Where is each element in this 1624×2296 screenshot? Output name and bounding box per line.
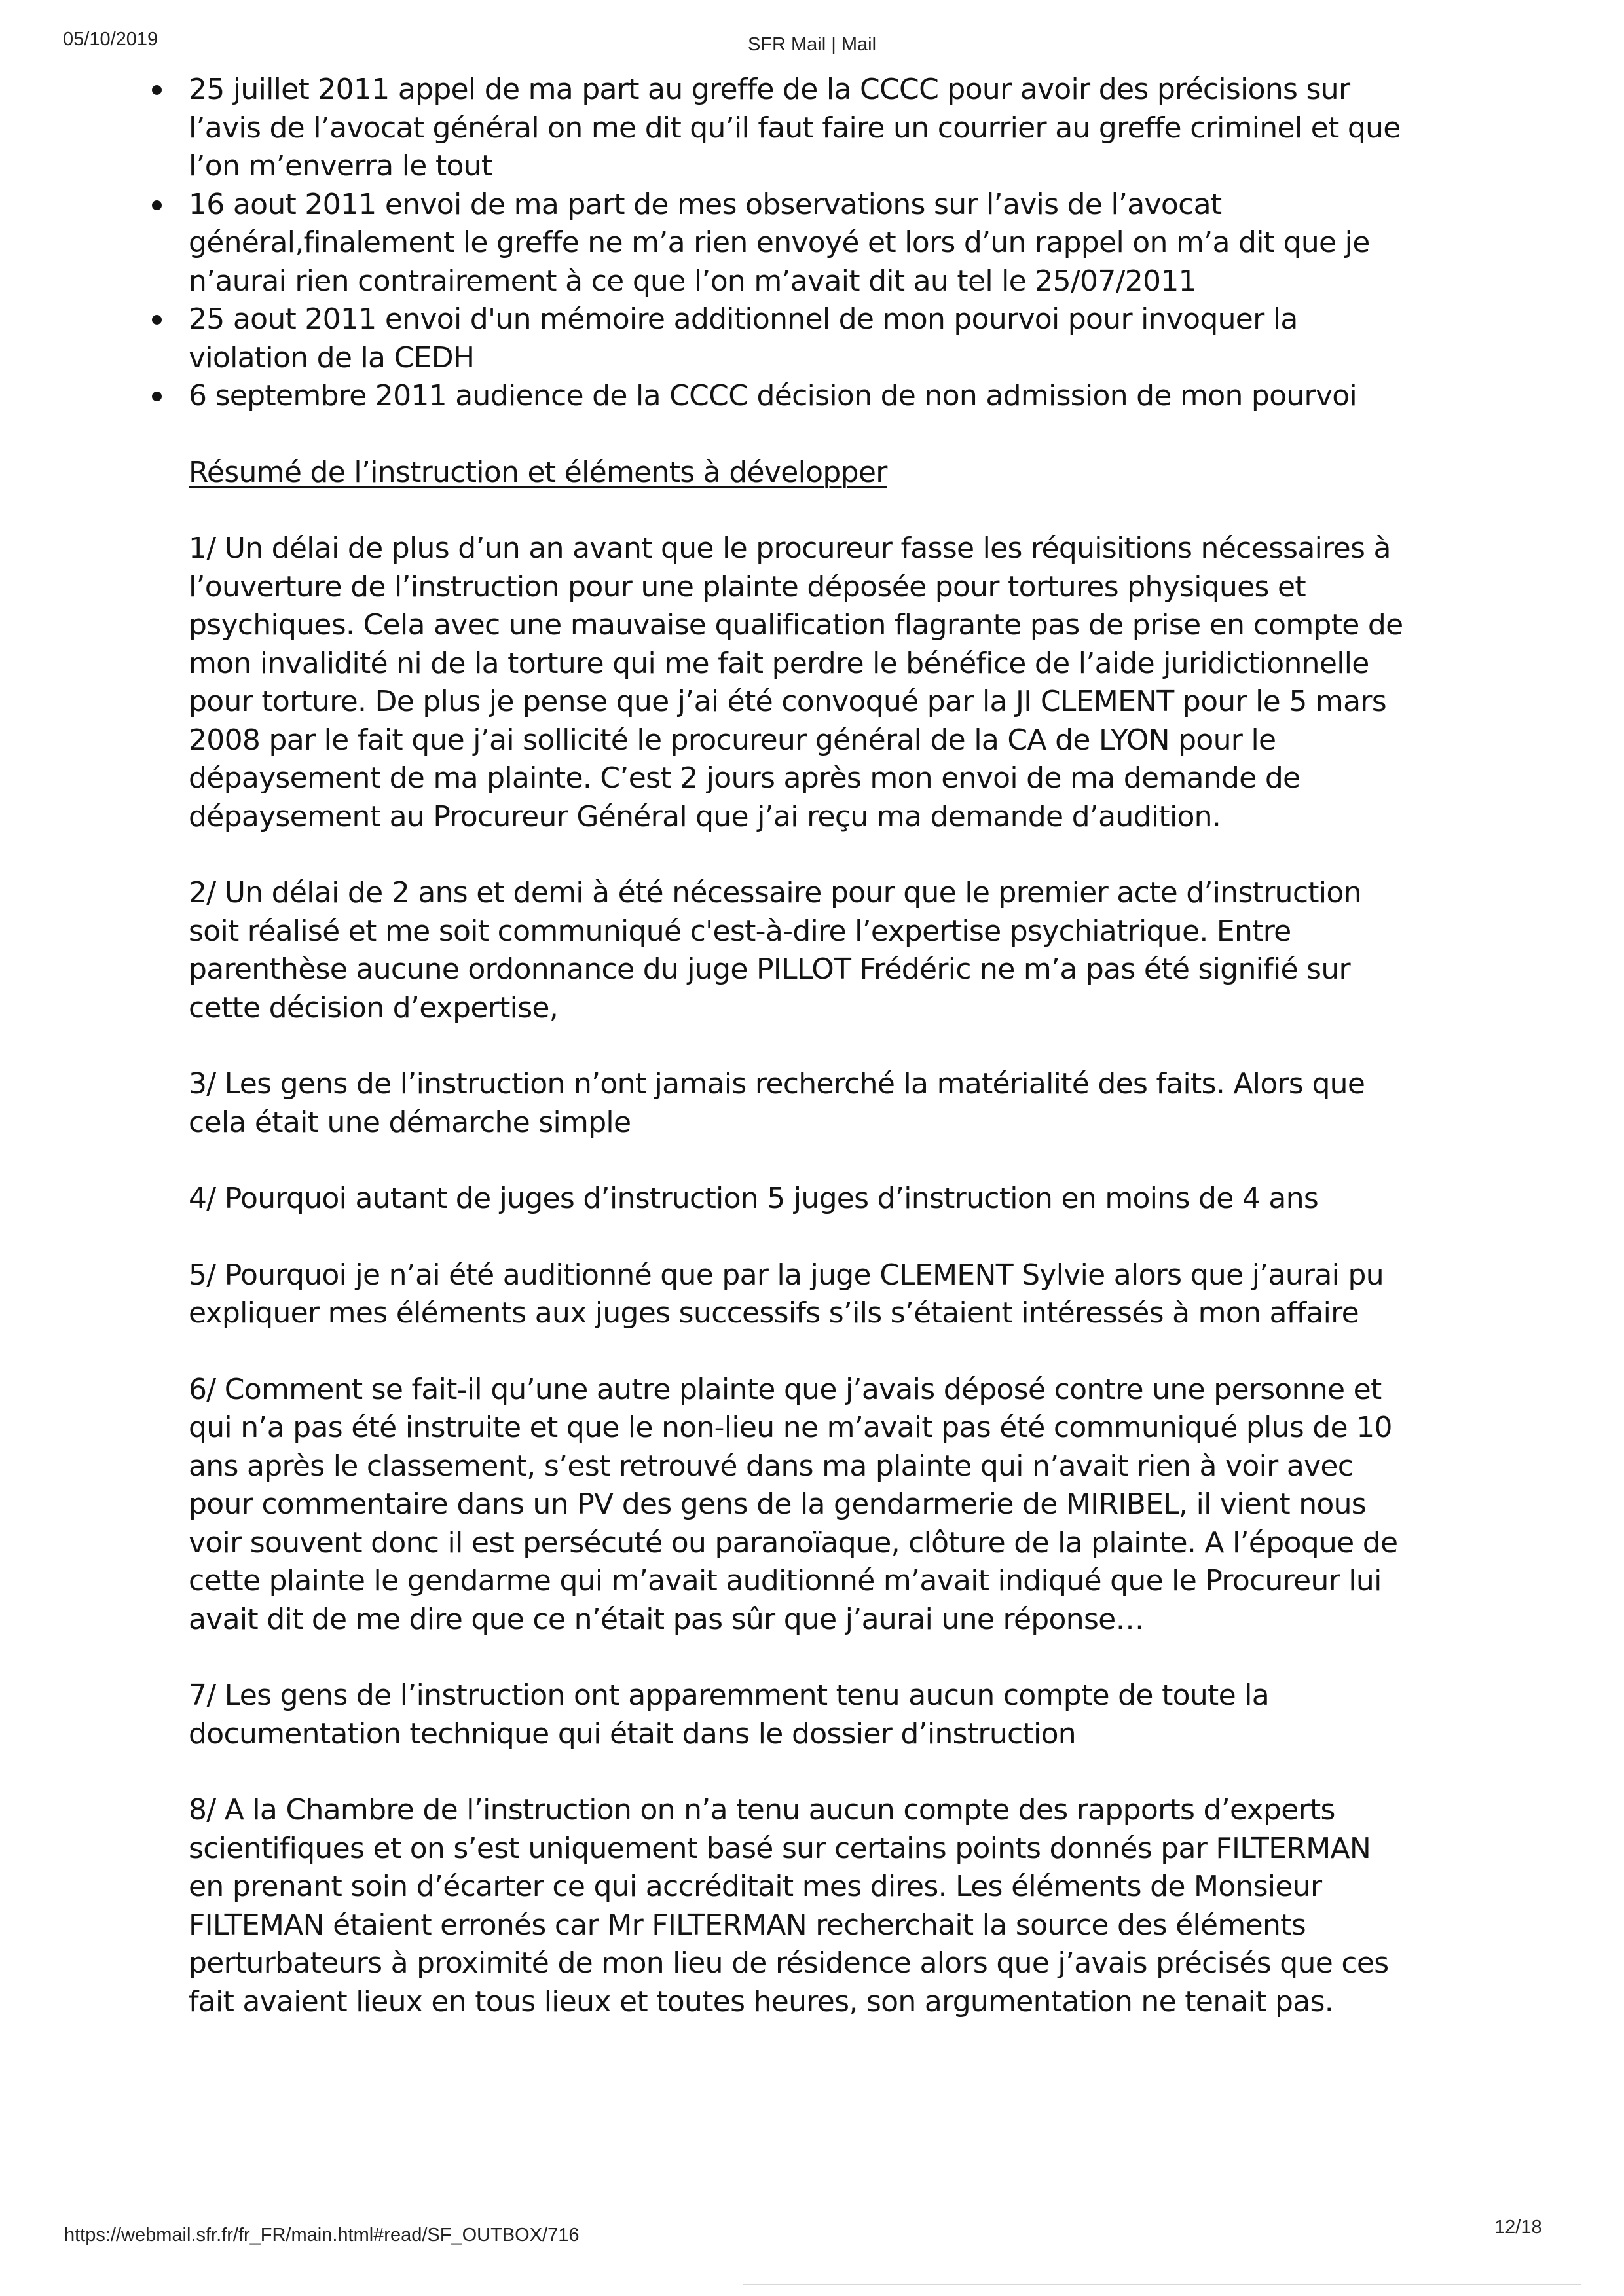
event-item: 25 juillet 2011 appel de ma part au greffe de la CCCC pour avoir des précisions sur l’avis de l’avocat général on me dit qu’il faut faire un courrier au greffe criminel et que l’on m’enverra le tout	[189, 71, 1409, 186]
event-item: 25 aout 2011 envoi d'un mémoire additionnel de mon pourvoi pour invoquer la violation de la CEDH	[189, 301, 1409, 377]
page-header-title: SFR Mail | Mail	[747, 34, 877, 55]
paragraph-2: 2/ Un délai de 2 ans et demi à été nécessaire pour que le premier acte d’instruction soit réalisé et me soit communiqué c'est-à-dire l’expertise psychiatrique. Entre parenthèse aucune ordonnance du juge PILLOT Frédéric ne m’a pas été signifié sur cette décision d’expertise,	[189, 876, 1361, 1025]
paragraph-5: 5/ Pourquoi je n’ai été auditionné que par la juge CLEMENT Sylvie alors que j’aurai pu expliquer mes éléments aux juges successifs s’ils s’étaient intéressés à mon affaire	[189, 1258, 1384, 1330]
document-body	[145, 71, 1409, 2021]
scan-edge-line	[743, 2284, 1581, 2285]
paragraph-3: 3/ Les gens de l’instruction n’ont jamais recherché la matérialité des faits. Alors que cela était une démarche simple	[189, 1067, 1365, 1139]
event-list	[145, 71, 1409, 416]
summary-section	[145, 454, 1409, 2022]
source-url: https://webmail.sfr.fr/fr_FR/main.html#read/SF_OUTBOX/716	[64, 2225, 580, 2246]
paragraph-1: 1/ Un délai de plus d’un an avant que le procureur fasse les réquisitions nécessaires à l’ouverture de l’instruction pour une plainte déposée pour tortures physiques et psychiques. Cela avec une mauvaise qualification flagrante pas de prise en compte de mon invalidité ni de la torture qui me fait perdre le bénéfice de l’aide juridictionnelle pour torture. De plus je pense que j’ai été convoqué par la JI CLEMENT pour le 5 mars 2008 par le fait que j’ai sollicité le procureur général de la CA de LYON pour le dépaysement de ma plainte. C’est 2 jours après mon envoi de ma demande de dépaysement au Procureur Général que j’ai reçu ma demande d’audition.	[189, 532, 1403, 833]
page-number: 12/18	[1494, 2217, 1542, 2238]
page-header	[0, 29, 1624, 62]
paragraph-8: 8/ A la Chambre de l’instruction on n’a tenu aucun compte des rapports d’experts scientifiques et on s’est uniquement basé sur certains points donnés par FILTERMAN en prenant soin d’écarter ce qui accréditait mes dires. Les éléments de Monsieur FILTEMAN étaient erronés car Mr FILTERMAN recherchait la source des éléments perturbateurs à proximité de mon lieu de résidence alors que j’avais précisés que ces fait avaient lieux en tous lieux et toutes heures, son argumentation ne tenait pas.	[189, 1793, 1389, 2018]
paragraph-7: 7/ Les gens de l’instruction ont apparemment tenu aucun compte de toute la documentation technique qui était dans le dossier d’instruction	[189, 1679, 1270, 1751]
event-item: 6 septembre 2011 audience de la CCCC décision de non admission de mon pourvoi	[189, 377, 1409, 416]
paragraph-4: 4/ Pourquoi autant de juges d’instruction 5 juges d’instruction en moins de 4 ans	[189, 1182, 1319, 1215]
event-item: 16 aout 2011 envoi de ma part de mes observations sur l’avis de l’avocat général,finalement le greffe ne m’a rien envoyé et lors d’un rappel on m’a dit que je n’aurai rien contrairement à ce que l’on m’avait dit au tel le 25/07/2011	[189, 186, 1409, 301]
paragraph-6: 6/ Comment se fait-il qu’une autre plainte que j’avais déposé contre une personne et qui n’a pas été instruite et que le non-lieu ne m’avait pas été communiqué plus de 10 ans après le classement, s’est retrouvé dans ma plainte qui n’avait rien à voir avec pour commentaire dans un PV des gens de la gendarmerie de MIRIBEL, il vient nous voir souvent donc il est persécuté ou paranoïaque, clôture de la plainte. A l’époque de cette plainte le gendarme qui m’avait auditionné m’avait indiqué que le Procureur lui avait dit de me dire que ce n’était pas sûr que j’aurai une réponse…	[189, 1372, 1398, 1636]
print-date: 05/10/2019	[63, 29, 158, 50]
section-heading: Résumé de l’instruction et éléments à développer	[189, 455, 887, 489]
